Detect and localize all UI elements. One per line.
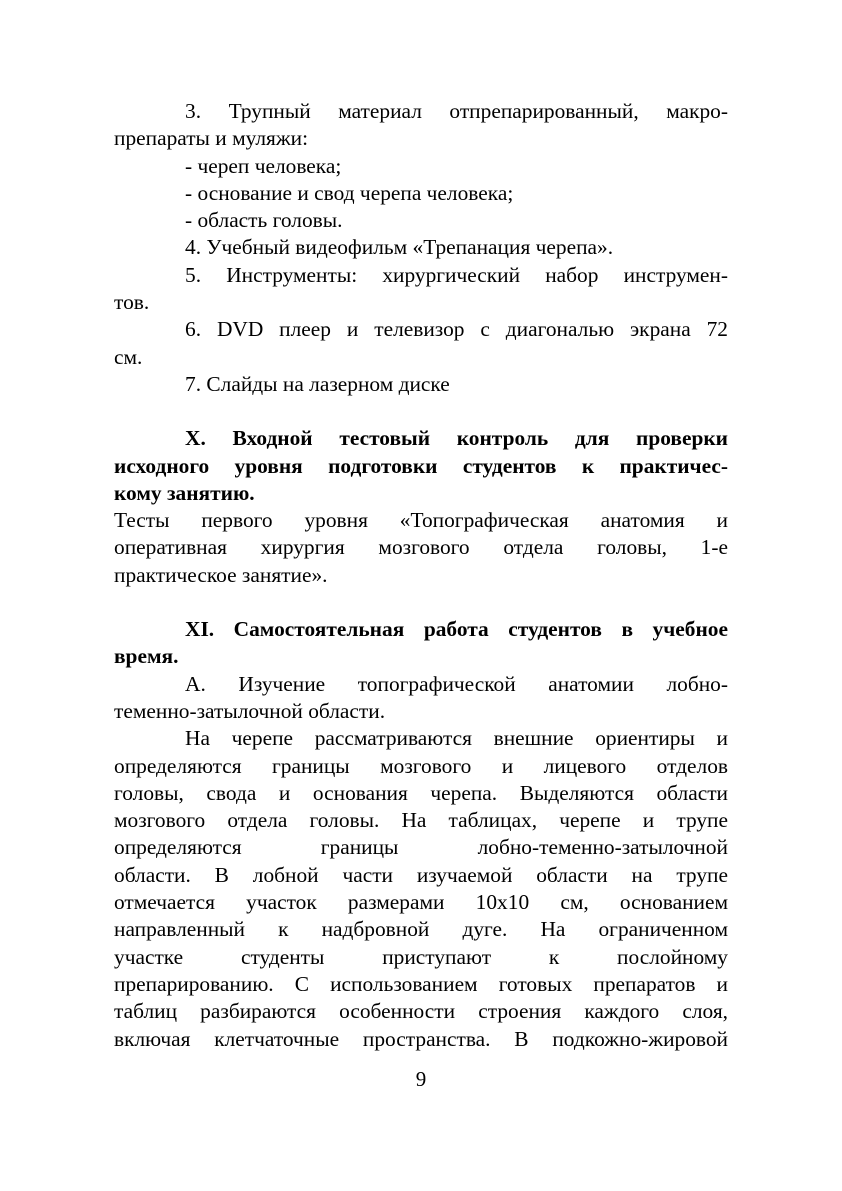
page-number: 9 xyxy=(415,1067,427,1091)
text-line: оперативная хирургия мозгового отдела головы, 1-е xyxy=(114,535,728,560)
text-line: таблиц разбираются особенности строения каждого слоя, xyxy=(114,999,728,1024)
text-line: 4. Учебный видеофильм «Трепанация черепа». xyxy=(185,235,614,260)
document-page xyxy=(114,98,728,1053)
text-line: включая клетчаточные пространства. В подкожно-жировой xyxy=(114,1026,728,1051)
text-line: головы, свода и основания черепа. Выделяются области xyxy=(114,780,728,805)
subsection-title: теменно-затылочной области. xyxy=(114,698,386,723)
text-line: направленный к надбровной дуге. На ограниченном xyxy=(114,917,728,942)
text-line: 5. Инструменты: хирургический набор инструмен- xyxy=(185,262,728,287)
list-item: - основание и свод черепа человека; xyxy=(185,180,514,205)
section-heading: X. Входной тестовый контроль для проверки xyxy=(185,426,728,451)
text-line: 6. DVD плеер и телевизор с диагональю экрана 72 xyxy=(185,317,728,342)
text-line: определяются границы лобно-теменно-затылочной xyxy=(114,835,728,860)
text-line: отмечается участок размерами 10х10 см, основанием xyxy=(114,890,728,915)
text-line: препараты и муляжи: xyxy=(114,126,309,151)
text-line: определяются границы мозгового и лицевого отделов xyxy=(114,753,728,778)
text-line: см. xyxy=(114,344,143,369)
text-line: тов. xyxy=(114,290,150,315)
text-line: Тесты первого уровня «Топографическая анатомия и xyxy=(114,508,728,533)
section-heading: XI. Самостоятельная работа студентов в учебное xyxy=(185,617,728,642)
section-heading: время. xyxy=(114,644,179,669)
text-line: мозгового отдела головы. На таблицах, черепе и трупе xyxy=(114,808,728,833)
section-heading: исходного уровня подготовки студентов к практичес- xyxy=(114,453,728,478)
text-line: области. В лобной части изучаемой области на трупе xyxy=(114,862,728,887)
text-line: практическое занятие». xyxy=(114,562,328,587)
list-item: - череп человека; xyxy=(185,153,342,178)
text-line: 3. Трупный материал отпрепарированный, макро- xyxy=(185,99,728,123)
text-line: На черепе рассматриваются внешние ориентиры и xyxy=(185,726,728,751)
section-heading: кому занятию. xyxy=(114,480,255,505)
text-line: препарированию. С использованием готовых препаратов и xyxy=(114,971,728,996)
list-item: - область головы. xyxy=(185,208,343,233)
text-line: участке студенты приступают к послойному xyxy=(114,944,728,969)
subsection-title: А. Изучение топографической анатомии лобно- xyxy=(185,671,728,696)
text-line: 7. Слайды на лазерном диске xyxy=(185,371,450,396)
